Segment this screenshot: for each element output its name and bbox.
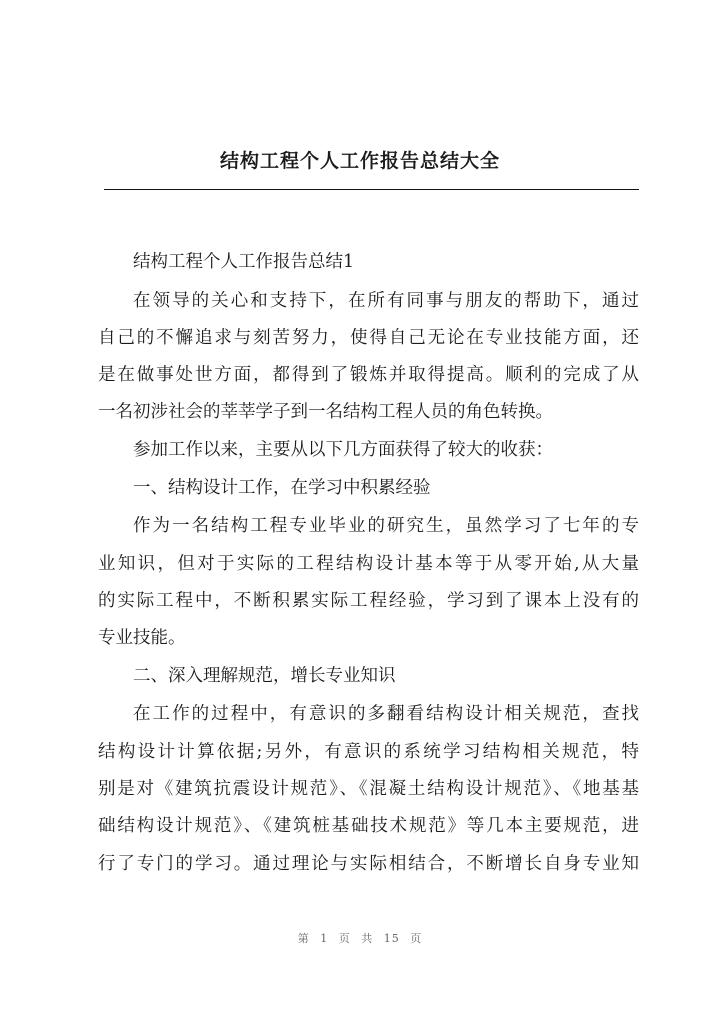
document-title: 结构工程个人工作报告总结大全 xyxy=(219,150,500,172)
paragraph-line: 的实际工程中，不断积累实际工程经验，学习到了课本上没有的 xyxy=(98,591,639,611)
paragraph-line: 参加工作以来，主要从以下几方面获得了较大的收获： xyxy=(133,440,553,460)
paragraph-line: 专业技能。 xyxy=(98,628,186,648)
paragraph-line: 一名初涉社会的莘莘学子到一名结构工程人员的角色转换。 xyxy=(98,402,553,422)
paragraph-line: 在工作的过程中，有意识的多翻看结构设计相关规范，查找 xyxy=(133,704,639,724)
title-divider xyxy=(104,189,639,190)
section-heading: 一、结构设计工作，在学习中积累经验 xyxy=(133,478,431,498)
section-heading: 二、深入理解规范，增长专业知识 xyxy=(133,666,396,686)
paragraph-line: 自己的不懈追求与刻苦努力，使得自己无论在专业技能方面，还 xyxy=(98,328,639,348)
paragraph-line: 础结构设计规范》、《建筑桩基础技术规范》等几本主要规范，进 xyxy=(98,816,639,836)
paragraph-line: 作为一名结构工程专业毕业的研究生，虽然学习了七年的专 xyxy=(133,516,639,536)
paragraph-line: 是在做事处世方面，都得到了锻炼并取得提高。顺利的完成了从 xyxy=(98,365,639,385)
paragraph-line: 结构设计计算依据;另外，有意识的系统学习结构相关规范，特 xyxy=(98,742,639,762)
paragraph-line: 行了专门的学习。通过理论与实际相结合，不断增长自身专业知 xyxy=(98,854,639,874)
paragraph-line: 业知识，但对于实际的工程结构设计基本等于从零开始,从大量 xyxy=(98,554,639,574)
paragraph-line: 别是对《建筑抗震设计规范》、《混凝土结构设计规范》、《地基基 xyxy=(98,779,639,799)
page-number: 第 1 页 共 15 页 xyxy=(297,932,423,945)
section-heading: 结构工程个人工作报告总结1 xyxy=(133,252,355,272)
paragraph-line: 在领导的关心和支持下，在所有同事与朋友的帮助下，通过 xyxy=(133,291,639,311)
